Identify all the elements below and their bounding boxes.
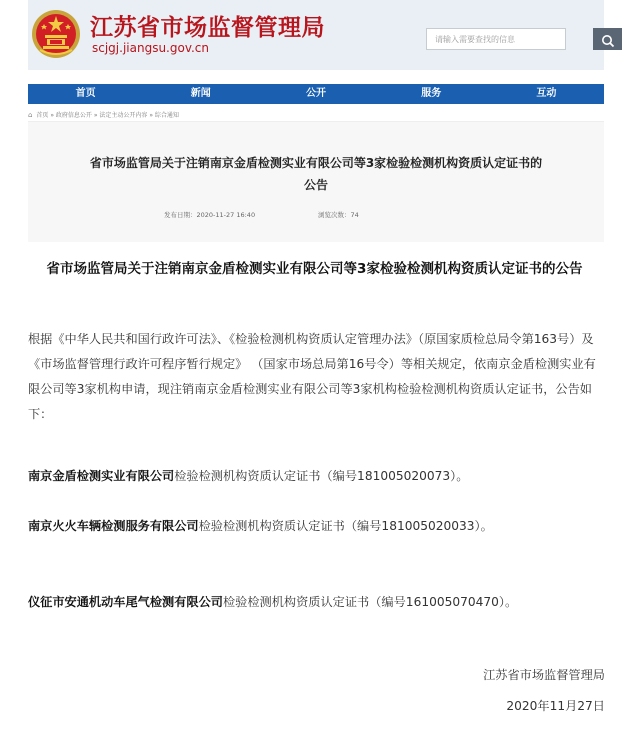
breadcrumb-general-notice[interactable]: 综合通知 [154, 112, 179, 119]
article-header-card [28, 121, 604, 242]
notice-item-1 [28, 464, 606, 489]
nav-item-news[interactable]: 新闻 [190, 88, 211, 99]
signature-date: 2020年11月27日 [506, 699, 605, 713]
search-icon [601, 34, 615, 48]
site-title[interactable]: 江苏省市场监督管理局 [90, 15, 325, 41]
certificate-text: 检验检测机构资质认定证书（编号161005070470）。 [223, 595, 518, 609]
company-name: 南京火火车辆检测服务有限公司 [28, 519, 199, 533]
breadcrumb-statutory-content[interactable]: 法定主动公开内容 [99, 112, 148, 119]
breadcrumb-separator: » [50, 112, 56, 119]
notice-item-2 [28, 514, 606, 539]
nav-item-interact[interactable]: 互动 [536, 88, 557, 99]
breadcrumb-separator: » [93, 112, 100, 119]
notice-item-3 [28, 590, 606, 615]
breadcrumb [28, 110, 179, 119]
breadcrumb-info-disclosure[interactable]: 政府信息公开 [55, 112, 92, 119]
signature-org: 江苏省市场监督管理局 [483, 668, 605, 682]
national-emblem-icon[interactable] [30, 8, 82, 60]
article-card-title: 省市场监管局关于注销南京金盾检测实业有限公司等3家检验检测机构资质认定证书的公告 [89, 156, 543, 192]
view-count-label: 浏览次数： [318, 211, 351, 219]
main-nav [28, 84, 604, 104]
article-intro: 根据《中华人民共和国行政许可法》、《检验检测机构资质认定管理办法》（原国家质检总局令第163号）及《市场监督管理行政许可程序暂行规定》 （国家市场总局第16号令）等相关规定，依南京金盾检测实业有限公司等3家机构申请，现注销南京金盾检测实业有限公司等3家机构检验检测机构资质认定证书，公告如下： [28, 332, 596, 421]
publish-date-value: 2020-11-27 16:40 [196, 211, 256, 219]
nav-item-public[interactable]: 公开 [306, 88, 326, 99]
nav-item-service[interactable]: 服务 [421, 88, 442, 99]
nav-item-home[interactable]: 首页 [75, 88, 96, 99]
company-name: 南京金盾检测实业有限公司 [28, 469, 175, 483]
view-count [318, 210, 359, 219]
site-domain: scjgj.jiangsu.gov.cn [92, 41, 210, 55]
search-input[interactable] [426, 28, 566, 50]
publish-date-label: 发布日期： [164, 211, 197, 219]
breadcrumb-home[interactable]: 首页 [36, 112, 49, 119]
site-banner [28, 0, 604, 70]
publish-date [164, 210, 255, 219]
company-name: 仪征市安通机动车尾气检测有限公司 [28, 595, 223, 609]
breadcrumb-separator: » [149, 112, 155, 119]
search-button[interactable] [593, 28, 622, 50]
article-title: 省市场监管局关于注销南京金盾检测实业有限公司等3家检验检测机构资质认定证书的公告 [46, 261, 583, 277]
view-count-value: 74 [350, 211, 359, 219]
certificate-text: 检验检测机构资质认定证书（编号181005020073）。 [174, 469, 469, 483]
certificate-text: 检验检测机构资质认定证书（编号181005020033）。 [198, 519, 493, 533]
home-icon: ⌂ [28, 111, 33, 119]
